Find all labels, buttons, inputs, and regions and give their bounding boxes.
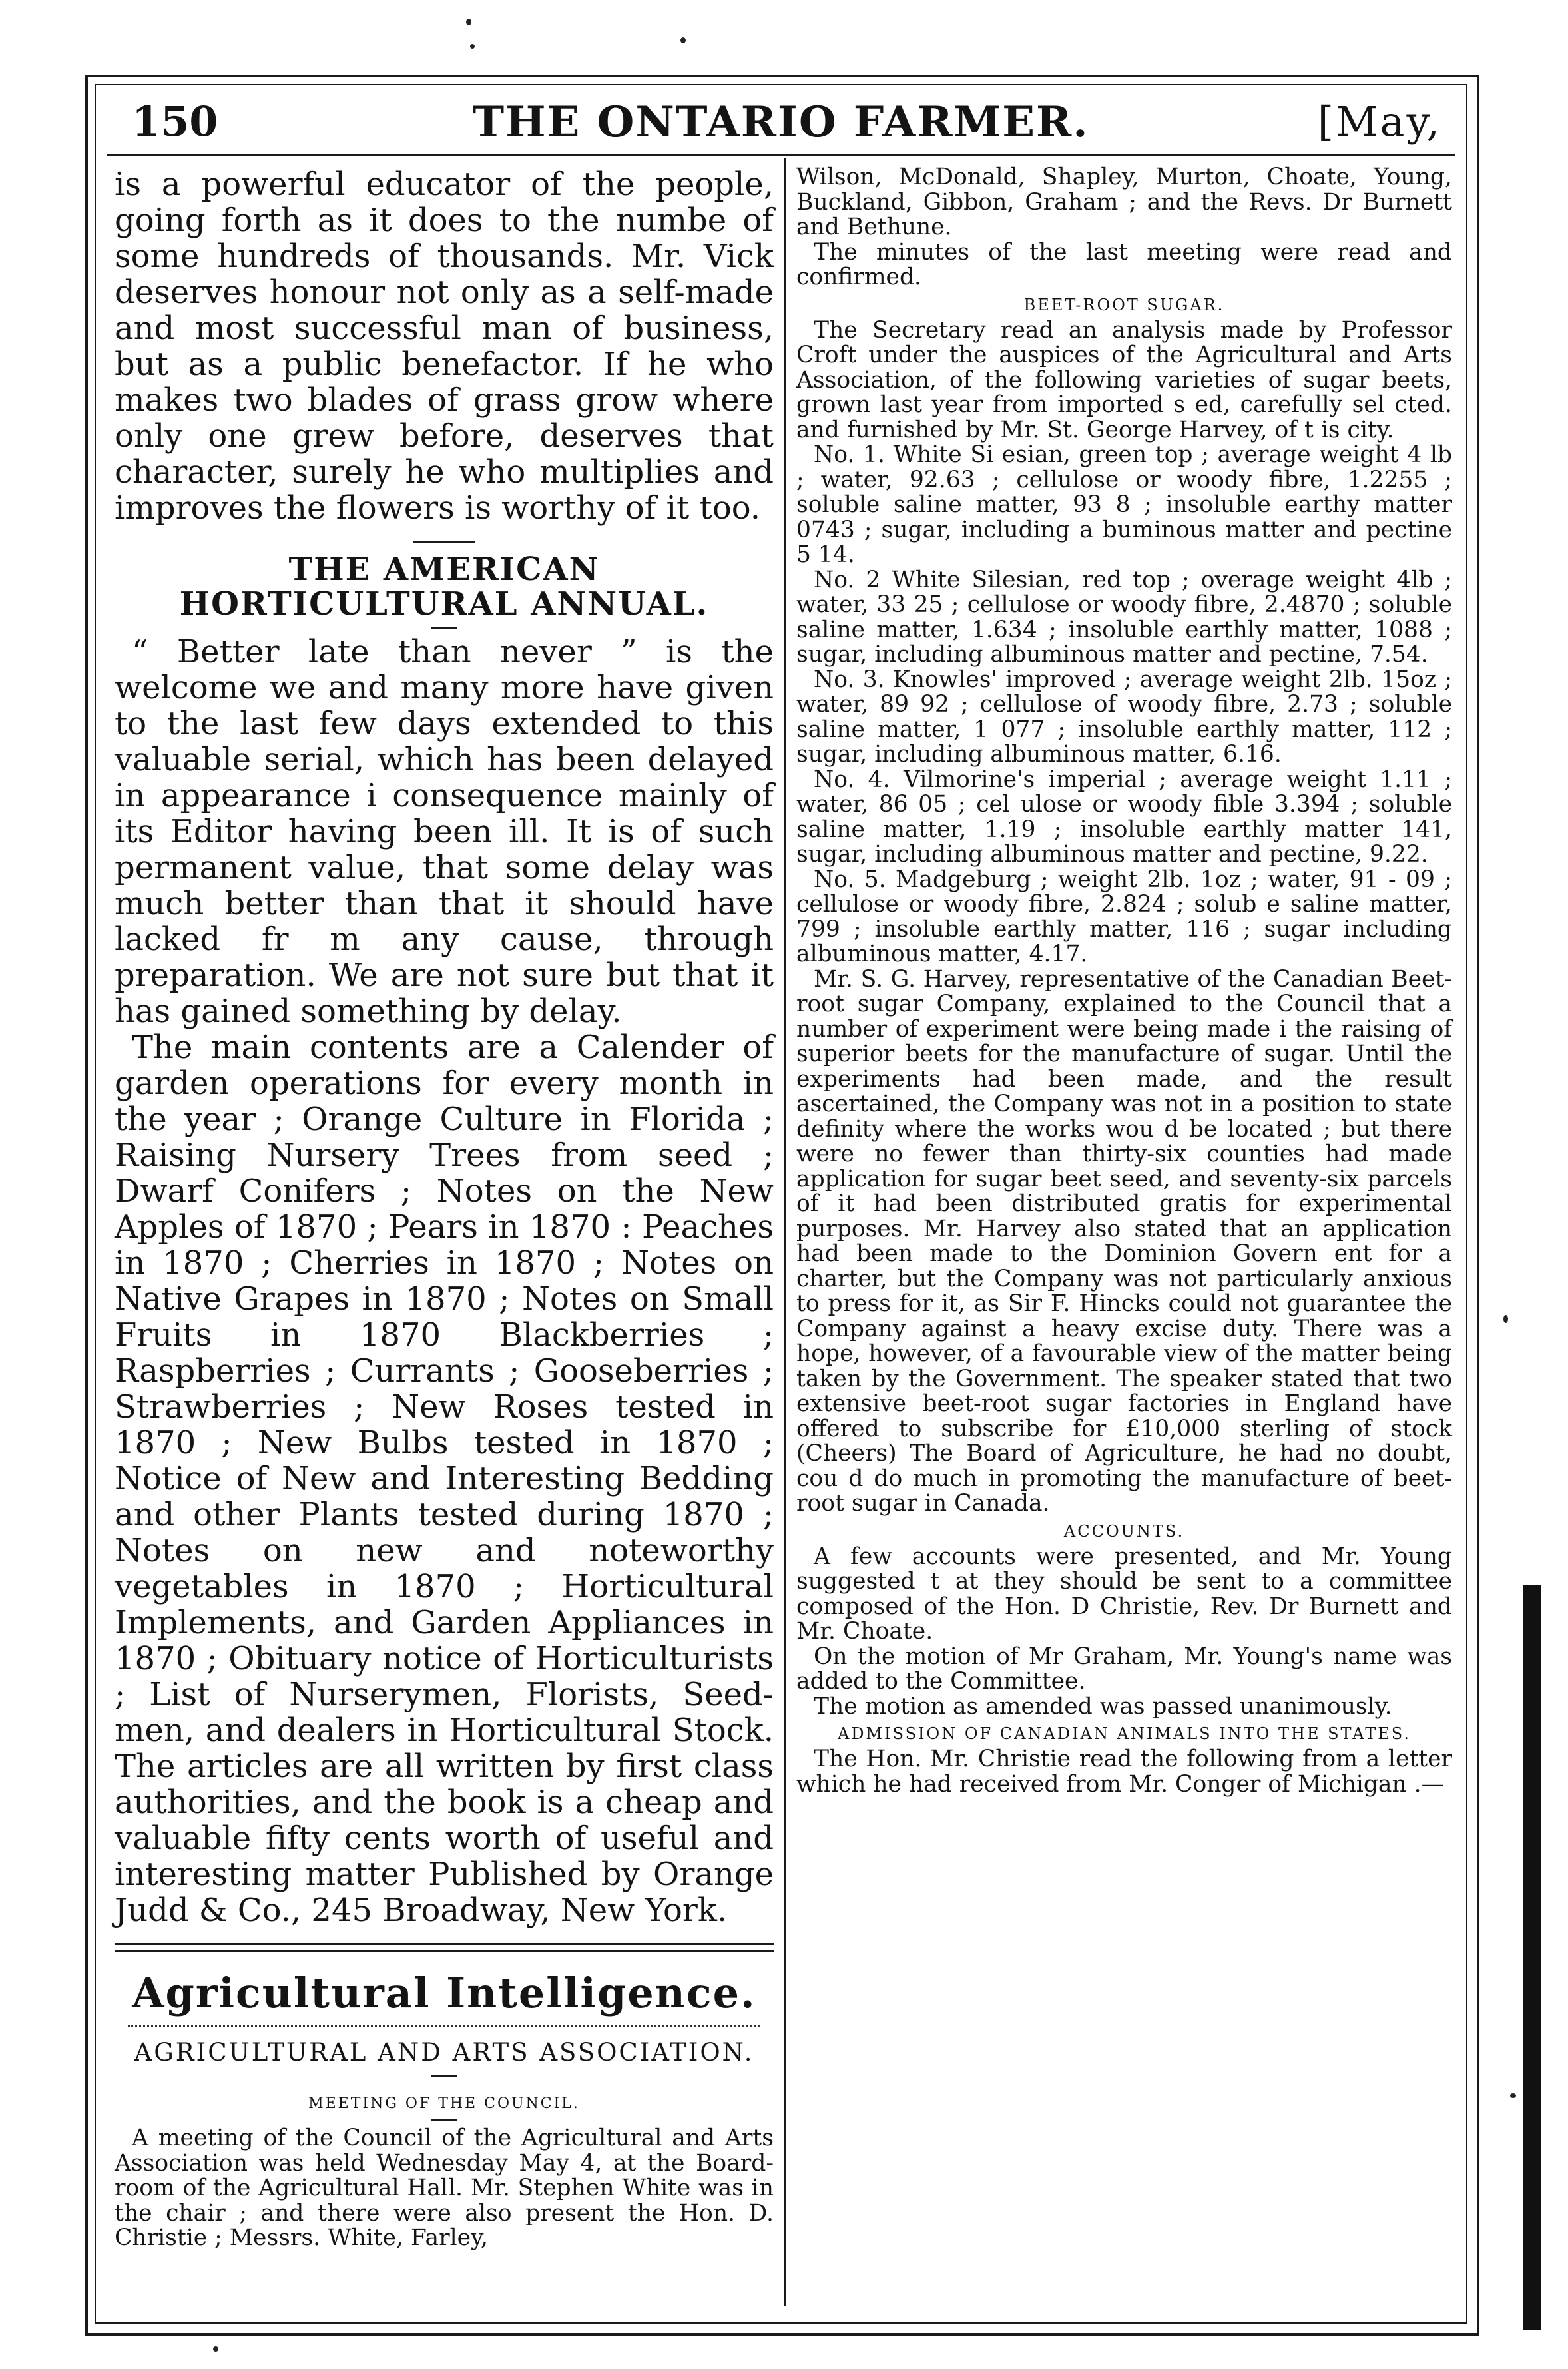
christie-letter-paragraph: The Hon. Mr. Christie read the following from a letter which he had received from Mr. Conger of Michigan .— [796,1746,1452,1798]
meeting-paragraph: A meeting of the Council of the Agricultural and Arts Association was held Wednesday May 4, at the Board-room of the Agricultural Hall. Mr. Stephen White was in the chair ; and there were also present the Hon. D. Christie ; Messrs. White, Farley, [115,2125,774,2251]
page-number: 150 [132,97,218,146]
right-column [796,165,1452,2296]
scan-edge-shadow [1523,1585,1541,2330]
article-paragraph: “ Better late than never ” is the welcome we and many more have given to the last few days extended to this valuable serial, which has been delayed in appearance i consequence mainly of its Editor having been ill. It is of such permanent value, that some delay was much better than that it should have lacked fr m any cause, through preparation. We are not sure but that it has gained something by delay. [115,633,774,1030]
sample-no-4: No. 4. Vilmorine's imperial ; average weight 1.11 ; water, 86 05 ; cel ulose or woody fible 3.394 ; soluble saline matter, 1.19 ; insoluble earthly matter 141, sugar, including albuminous matter and pectine, 9.22. [796,766,1452,868]
graham-motion-paragraph: On the motion of Mr Graham, Mr. Young's name was added to the Committee. [796,1643,1452,1695]
agricultural-intelligence-heading: Agricultural Intelligence. [132,1969,756,2017]
sample-no-3: No. 3. Knowles' improved ; average weight 2lb. 15oz ; water, 89 92 ; cellulose of woody fibre, 2.73 ; soluble saline matter, 1 077 ; insoluble earthly matter, 112 ; sugar, including albuminous matter, 6.16. [796,666,1452,768]
publication-title: THE ONTARIO FARMER. [472,97,1089,147]
scan-speck [213,2346,218,2352]
harvey-paragraph: Mr. S. G. Harvey, representative of the Canadian Beet-root sugar Company, explained to the Council that a number of experiment were being made i the raising of superior beets for the manufacture of sugar. Until the experiments had been made, and the result ascertained, the Company was not in a position to state definity where the works wou d be located ; but there were no fewer than thirty-six counties had made application for sugar beet seed, and seventy-six parcels of it had been distributed gratis for experimental purposes. Mr. Harvey also stated that an application had been made to the Dominion Govern ent for a charter, but the Company was not particularly anxious to press for it, as Sir F. Hincks could not guarantee the Company against a heavy excise duty. There was a hope, however, of a favourable view of the matter being taken by the Government. The speaker stated that two extensive beet-root sugar factories in England have offered to subscribe for £10,000 sterling of stock (Cheers) The Board of Agriculture, he had no doubt, cou d do much in promoting the manufacture of beet-root sugar in Canada. [796,965,1452,1517]
article-paragraph: The main contents are a Calender of garden operations for every month in the year ; Orange Culture in Florida ; Raising Nursery Trees from seed ; Dwarf Conifers ; Notes on the New Apples of 1870 ; Pears in 1870 : Peaches in 1870 ; Cherries in 1870 ; Notes on Native Grapes in 1870 ; Notes on Small Fruits in 1870 Blackberries ; Raspberries ; Currants ; Gooseberries ; Strawberries ; New Roses tested in 1870 ; New Bulbs tested in 1870 ; Notice of New and Interesting Bedding and other Plants tested during 1870 ; Notes on new and noteworthy vegetables in 1870 ; Horticultural Implements, and Garden Appliances in 1870 ; Obituary notice of Horticulturists ; List of Nurserymen, Florists, Seed-men, and dealers in Horticultural Stock. The articles are all written by first class authorities, and the book is a cheap and valuable fifty cents worth of useful and interesting matter Published by Orange Judd & Co., 245 Broadway, New York. [115,1029,774,1929]
annual-article-body [115,634,774,1928]
scan-speck [1503,1315,1508,1323]
header-rule [107,154,1455,156]
vick-article-continuation [115,166,774,526]
meeting-heading: MEETING OF THE COUNCIL. [308,2095,580,2112]
article-title: THE AMERICAN HORTICULTURAL ANNUAL. [179,551,709,623]
attendees-paragraph: Wilson, McDonald, Shapley, Murton, Choate, Young, Buckland, Gibbon, Graham ; and the Revs. Dr Burnett and Bethune. [796,164,1452,240]
admission-heading: ADMISSION OF CANADIAN ANIMALS INTO THE STATES. [837,1724,1412,1743]
left-column [115,166,774,2297]
continuation-paragraph: is a powerful educator of the people, going forth as it does to the numbe of some hundreds of thousands. Mr. Vick deserves honour not only as a self-made and most successful man of business, but as a public benefactor. If he who makes two blades of grass grow where only one grew before, deserves that character, surely he who multiplies and improves the flowers is worthy of it too. [115,166,774,527]
beet-root-sugar-heading: BEET-ROOT SUGAR. [1023,295,1225,314]
title-rule [431,627,457,629]
section-double-rule [115,1943,774,1952]
scan-speck [680,37,686,43]
scan-speck [1510,2093,1516,2098]
association-heading: AGRICULTURAL AND ARTS ASSOCIATION. [134,2038,754,2067]
section-rule [413,541,475,543]
sample-no-2: No. 2 White Silesian, red top ; overage weight 4lb ; water, 33 25 ; cellulose or woody fibre, 2.4870 ; soluble saline matter, 1.634 ; insoluble earthly matter, 1088 ; sugar, including albuminous matter and pectine, 7.54. [796,566,1452,668]
analysis-intro: The Secretary read an analysis made by Professor Croft under the auspices of the Agricultural and Arts Association, of the following varieties of sugar beets, grown last year from imported s ed, carefully sel cted. and furnished by Mr. St. George Harvey, of t is city. [796,316,1452,443]
heading-rule [431,2119,457,2121]
dotted-rule [128,2025,760,2027]
scan-speck [466,19,471,25]
column-divider [784,158,786,2306]
sample-no-1: No. 1. White Si esian, green top ; average weight 4 lb ; water, 92.63 ; cellulose or woody fibre, 1.2255 ; soluble saline matter, 93 8 ; insoluble earthy matter 0743 ; sugar, including a buminous matter and pectine 5 14. [796,441,1452,568]
minutes-paragraph: The minutes of the last meeting were read and confirmed. [796,238,1452,290]
heading-rule [431,2075,457,2077]
issue-month: [May, [1317,97,1441,146]
accounts-paragraph: A few accounts were presented, and Mr. Young suggested t at they should be sent to a committee composed of the Hon. D Christie, Rev. Dr Burnett and Mr. Choate. [796,1543,1452,1645]
meeting-report [115,2126,774,2251]
sample-no-5: No. 5. Madgeburg ; weight 2lb. 1oz ; water, 91 - 09 ; cellulose or woody fibre, 2.824 ; solub e saline matter, 799 ; insoluble earthly matter, 116 ; sugar including albuminous matter, 4.17. [796,866,1452,967]
accounts-heading: ACCOUNTS. [1063,1521,1185,1541]
page-header [107,92,1455,158]
motion-passed-paragraph: The motion as amended was passed unanimously. [814,1693,1392,1720]
scan-speck [470,44,475,49]
council-report [796,165,1452,1797]
